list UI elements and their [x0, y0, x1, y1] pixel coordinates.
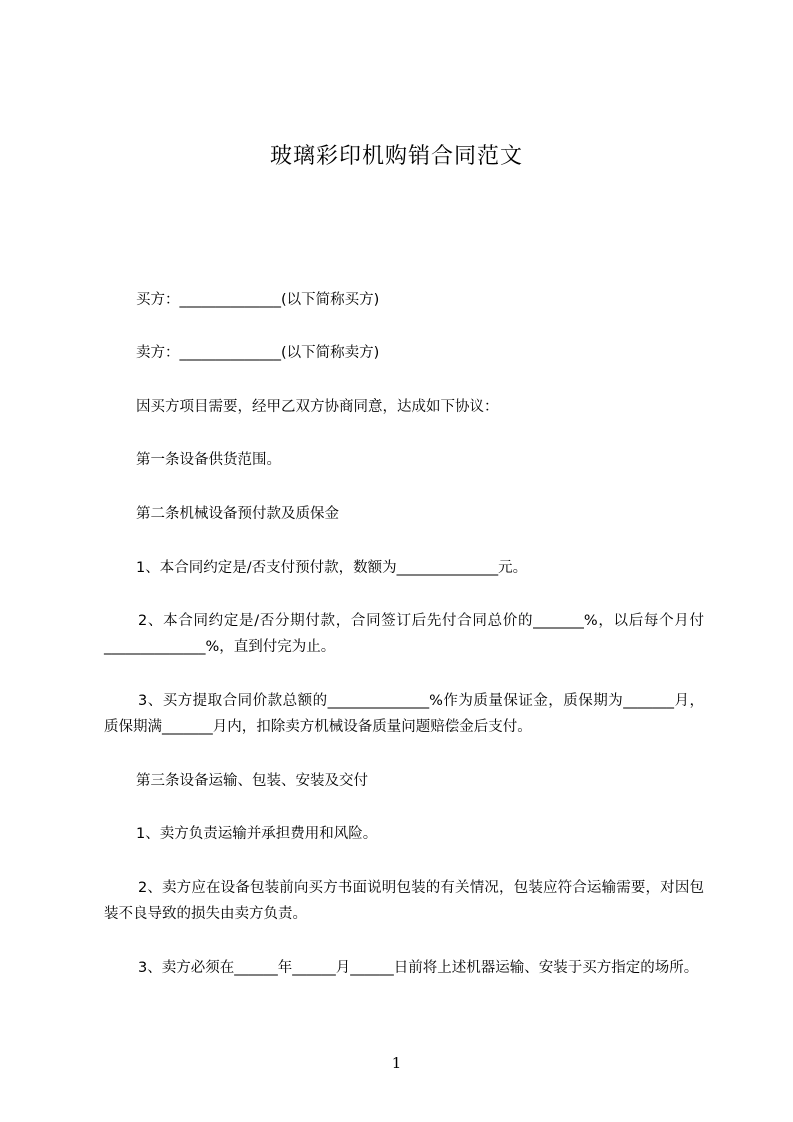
article-2-clause-1: 1、本合同约定是/否支付预付款，数额为______________元。: [136, 560, 528, 576]
article-2-clause-2: 2、本合同约定是/否分期付款，合同签订后先付合同总价的_______%，以后每个月付______________%，直到付完为止。: [104, 613, 704, 655]
preamble: 因买方项目需要，经甲乙双方协商同意，达成如下协议：: [136, 399, 499, 415]
seller-line: 卖方：______________(以下简称卖方): [136, 345, 380, 361]
document-title: 玻璃彩印机购销合同范文: [269, 144, 523, 169]
article-2-heading: 第二条机械设备预付款及质保金: [136, 506, 339, 522]
buyer-line: 买方：______________(以下简称买方): [136, 292, 380, 308]
page-number: 1: [391, 1054, 402, 1072]
article-3-clause-1: 1、卖方负责运输并承担费用和风险。: [136, 826, 378, 842]
article-3-clause-3: 3、卖方必须在______年______月______日前将上述机器运输、安装于买方指定的场所。: [138, 960, 699, 976]
article-3-clause-2: 2、卖方应在设备包装前向买方书面说明包装的有关情况，包装应符合运输需要，对因包装不良导致的损失由卖方负责。: [104, 880, 704, 922]
article-1-heading: 第一条设备供货范围。: [136, 452, 281, 468]
article-3-heading: 第三条设备运输、包装、安装及交付: [136, 773, 368, 789]
article-2-clause-3: 3、买方提取合同价款总额的______________%作为质量保证金，质保期为_______月，质保期满_______月内，扣除卖方机械设备质量问题赔偿金后支付。: [104, 693, 704, 735]
